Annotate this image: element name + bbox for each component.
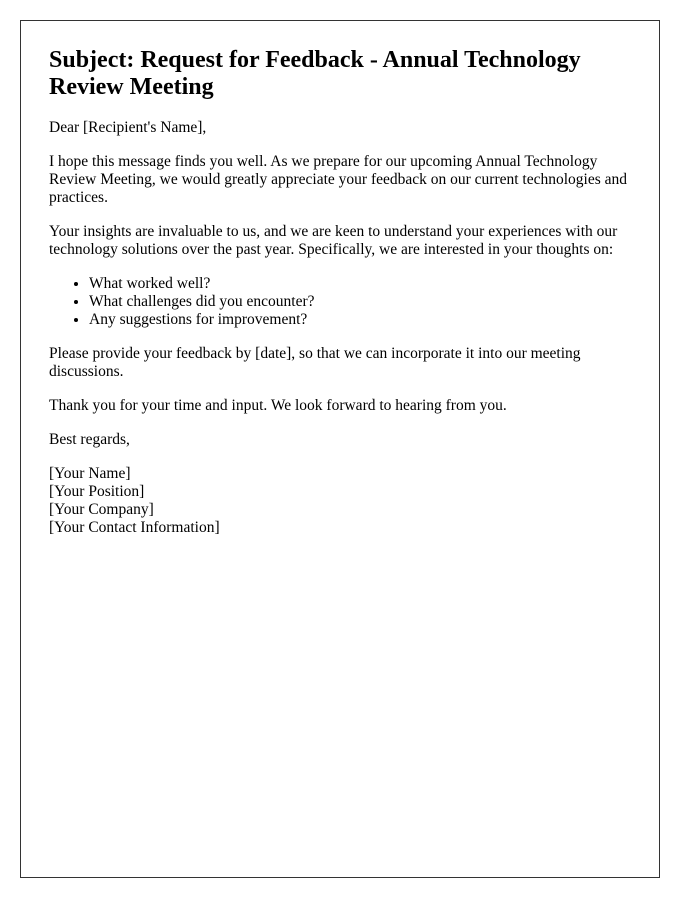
- list-item: • What worked well?: [89, 275, 631, 293]
- signature-company: [Your Company]: [49, 501, 154, 518]
- closing: Best regards,: [49, 431, 130, 448]
- letter-page: [20, 20, 660, 878]
- signature-block: [49, 465, 631, 537]
- list-item: • What challenges did you encounter?: [89, 293, 631, 311]
- deadline-paragraph: Please provide your feedback by [date], so that we can incorporate it into our meeting discussions.: [49, 345, 581, 380]
- salutation: Dear [Recipient's Name],: [49, 119, 207, 136]
- intro-paragraph: I hope this message finds you well. As we prepare for our upcoming Annual Technology Review Meeting, we would greatly appreciate your feedback on our current technologies and practices.: [49, 153, 628, 206]
- signature-contact: [Your Contact Information]: [49, 519, 220, 536]
- feedback-topics-list: [49, 275, 631, 329]
- signature-position: [Your Position]: [49, 483, 145, 500]
- signature-name: [Your Name]: [49, 465, 131, 482]
- thanks-paragraph: Thank you for your time and input. We look forward to hearing from you.: [49, 397, 507, 414]
- insights-paragraph: Your insights are invaluable to us, and we are keen to understand your experiences with our technology solutions over the past year. Specifically, we are interested in your thoughts on:: [49, 223, 618, 258]
- list-item: • Any suggestions for improvement?: [89, 311, 631, 329]
- subject-heading: Subject: Request for Feedback - Annual Technology Review Meeting: [49, 47, 581, 100]
